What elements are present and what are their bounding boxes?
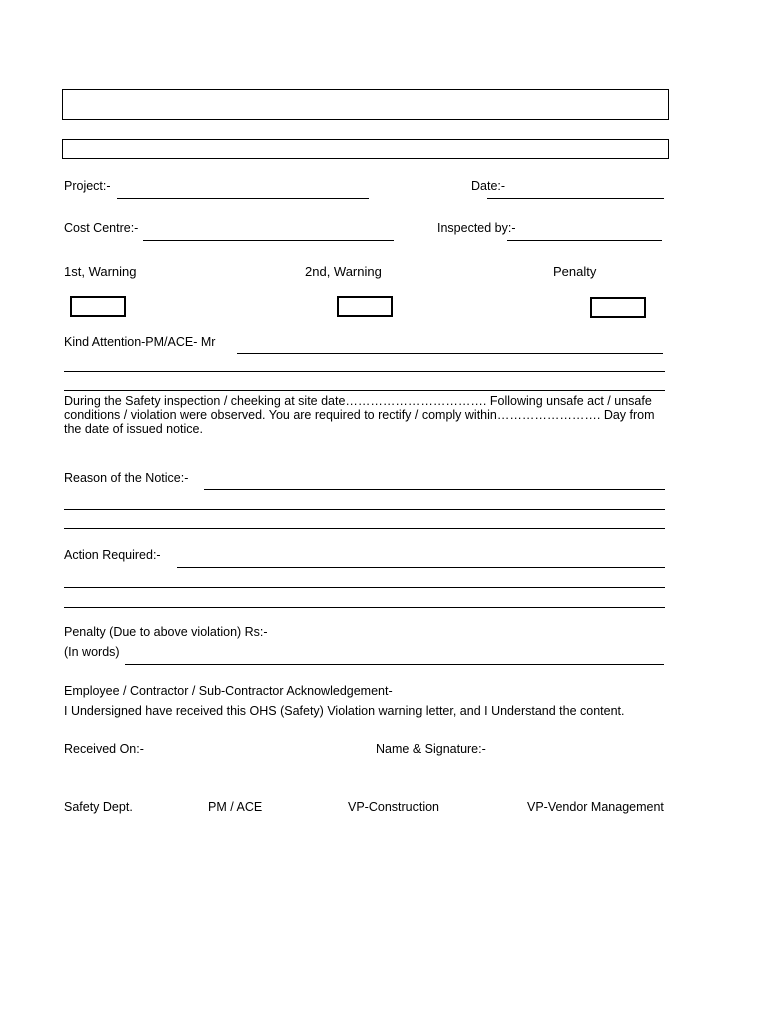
inspected-by-label: Inspected by:- [437,221,516,235]
date-field[interactable] [487,198,664,199]
header-subtitle-box [62,139,669,159]
kind-attention-field[interactable] [237,353,663,354]
penalty-rs-label: Penalty (Due to above violation) Rs:- [64,625,268,639]
reason-line-2[interactable] [64,509,665,510]
warning-2-checkbox[interactable] [337,296,393,317]
date-label: Date:- [471,179,506,193]
signatory-vp-construction: VP-Construction [348,800,440,814]
header-title-box [62,89,669,120]
warning-2-label: 2nd, Warning [305,264,382,279]
warning-1-label: 1st, Warning [64,264,137,279]
signatory-pm-ace: PM / ACE [208,800,263,814]
signatory-safety-dept: Safety Dept. [64,800,133,814]
notice-paragraph [64,394,664,436]
ack-heading: Employee / Contractor / Sub-Contractor Acknowledgement- [64,684,393,698]
ack-statement: I Undersigned have received this OHS (Safety) Violation warning letter, and I Understand the content. [64,704,625,718]
action-line-2[interactable] [64,587,665,588]
reason-line-3[interactable] [64,528,665,529]
notice-paragraph-line-1: During the Safety inspection / cheeking at site date……………………………. Following unsafe act / unsafe [64,394,652,408]
penalty-checkbox[interactable] [590,297,646,318]
project-label: Project:- [64,179,111,193]
warning-1-checkbox[interactable] [70,296,126,317]
kind-attention-label: Kind Attention-PM/ACE- Mr [64,335,216,349]
penalty-label: Penalty [553,264,597,279]
name-signature-label: Name & Signature:- [376,742,486,756]
signatory-vp-vendor: VP-Vendor Management [527,800,664,814]
project-field[interactable] [117,198,369,199]
inspected-by-field[interactable] [507,240,662,241]
cost-centre-label: Cost Centre:- [64,221,139,235]
kind-attention-line-2[interactable] [64,371,665,372]
action-line-3[interactable] [64,607,665,608]
action-label: Action Required:- [64,548,161,562]
in-words-label: (In words) [64,645,120,659]
notice-paragraph-line-3: the date of issued notice. [64,422,203,436]
reason-field[interactable] [204,489,665,490]
in-words-field[interactable] [125,664,664,665]
kind-attention-line-3[interactable] [64,390,665,391]
reason-label: Reason of the Notice:- [64,471,189,485]
action-field[interactable] [177,567,665,568]
cost-centre-field[interactable] [143,240,394,241]
notice-paragraph-line-2: conditions / violation were observed. You are required to rectify / comply within……………………. Day from [64,408,655,422]
received-on-label: Received On:- [64,742,144,756]
